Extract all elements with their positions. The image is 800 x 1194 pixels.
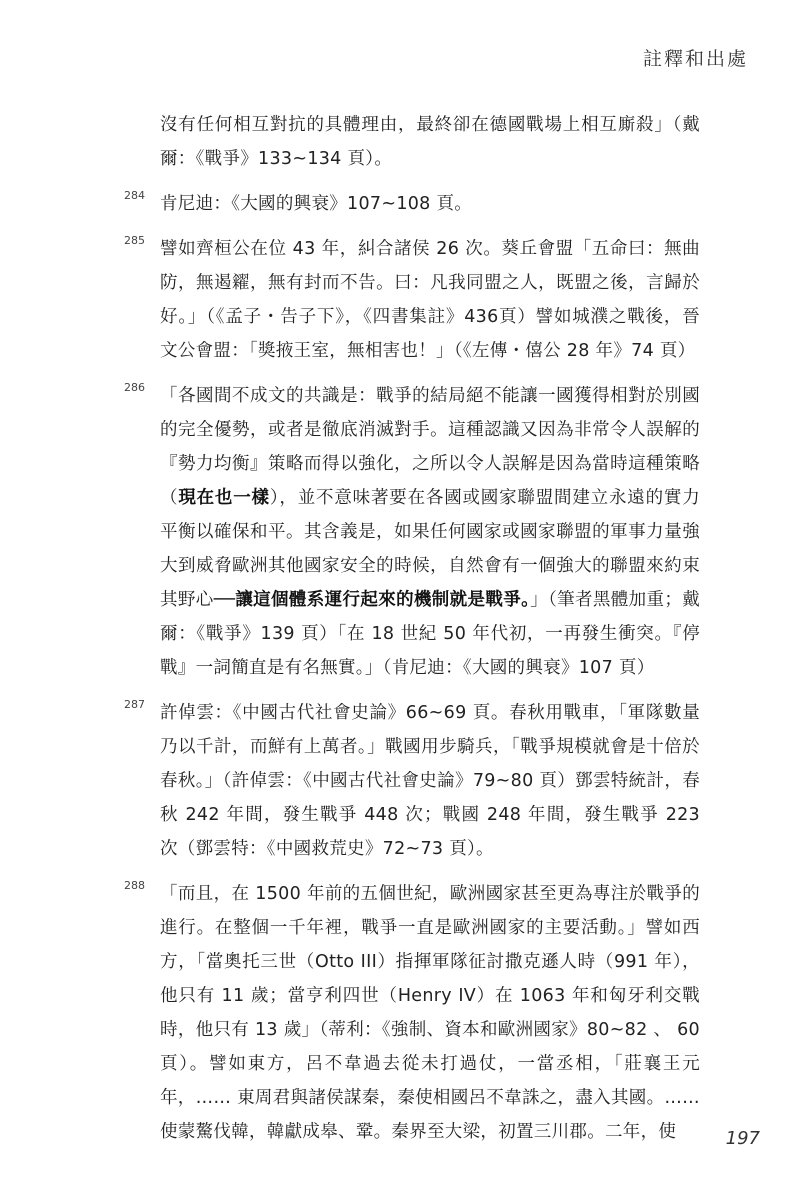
footnote-entry (0, 379, 800, 685)
text-run: 許倬雲：《中國古代社會史論》66~69 頁。春秋用戰車，「軍隊數量乃以千計，而鮮有上萬者。」戰國用步騎兵，「戰爭規模就會是十倍於春秋。」（許倬雲：《中國古代社會史論》79~80 頁）鄧雲特統計，春秋 242 年間，發生戰爭 448 次；戰國 248 年間，發生戰爭 223 次（鄧雲特：《中國救荒史》72~73 頁）。 (160, 703, 700, 859)
text-run: ），並不意味著要在各國或國家聯盟間建立永遠的實力平衡以確保和平。其含義是，如果任何國家或國家聯盟的軍事力量強大到威脅歐洲其他國家安全的時候，自然會有一個強大的聯盟來約束其野心── (160, 488, 700, 610)
footnote-number: 287 (124, 698, 145, 711)
footnote-text (160, 108, 700, 176)
page-number: 197 (725, 1128, 760, 1149)
footnotes-list (0, 108, 800, 1160)
text-run: 譬如齊桓公在位 43 年，糾合諸侯 26 次。葵丘會盟「五命曰：無曲防，無遏糴，無有封而不告。曰：凡我同盟之人，既盟之後，言歸於好。」（《孟子・告子下》，《四書集註》436頁）譬如城濮之戰後，晉文公會盟：「獎掖王室，無相害也！」（《左傳・僖公 28 年》74 頁） (160, 239, 700, 361)
footnote-text (160, 379, 700, 685)
footnote-text (160, 877, 700, 1149)
footnote-entry (0, 187, 800, 221)
text-run: 肯尼迪：《大國的興衰》107~108 頁。 (160, 194, 473, 214)
footnote-text (160, 187, 700, 221)
footnote-text (160, 232, 700, 368)
text-run: 」（筆者黑體加重；戴爾：《戰爭》139 頁）「在 18 世紀 50 年代初，一再發生衝突。『停戰』一詞簡直是有名無實。」（肯尼迪：《大國的興衰》107 頁） (160, 590, 700, 678)
text-run: 沒有任何相互對抗的具體理由，最終卻在德國戰場上相互廝殺」（戴爾：《戰爭》133~134 頁）。 (160, 115, 700, 169)
footnote-number: 285 (124, 234, 145, 247)
footnote-text (160, 696, 700, 866)
footnote-entry (0, 232, 800, 368)
emphasized-text: 讓這個體系運行起來的機制就是戰爭。 (235, 590, 531, 610)
running-header: 註釋和出處 (642, 48, 748, 70)
footnote-entry (0, 696, 800, 866)
footnote-number: 284 (124, 189, 145, 202)
footnote-number: 286 (124, 381, 145, 394)
text-run: 「而且，在 1500 年前的五個世紀，歐洲國家甚至更為專注於戰爭的進行。在整個一千年裡，戰爭一直是歐洲國家的主要活動。」譬如西方，「當奧托三世（Otto III）指揮軍隊征討撒克遜人時（991 年），他只有 11 歲；當亨利四世（Henry IV）在 1063 年和匈牙利交戰時，他只有 13 歲」（蒂利：《強制、資本和歐洲國家》80~82 、 60 頁）。譬如東方，呂不韋過去從未打過仗，一當丞相，「莊襄王元年，…… 東周君與諸侯謀秦，秦使相國呂不韋誅之，盡入其國。…… 使蒙驁伐韓，韓獻成皋、鞏。秦界至大梁，初置三川郡。二年，使 (160, 884, 700, 1142)
emphasized-text: 現在也一樣 (178, 488, 270, 508)
footnote-number: 288 (124, 879, 145, 892)
footnote-entry (0, 108, 800, 176)
footnote-entry (0, 877, 800, 1149)
text-run: 「各國間不成文的共識是：戰爭的結局絕不能讓一國獲得相對於別國的完全優勢，或者是徹底消滅對手。這種認識又因為非常令人誤解的『勢力均衡』策略而得以強化，之所以令人誤解是因為當時這種策略（ (160, 386, 700, 508)
